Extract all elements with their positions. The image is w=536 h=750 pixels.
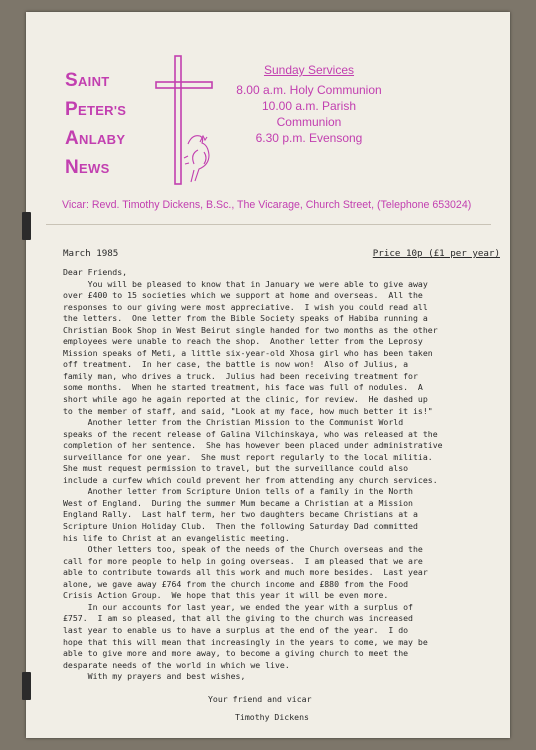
letter-line: call for more people to help in going overseas. I am pleased that we are bbox=[63, 555, 423, 566]
letter-line: With my prayers and best wishes, bbox=[63, 671, 246, 682]
letter-line: family man, who drives a truck. Julius had been receiving treatment for bbox=[63, 370, 418, 381]
letter-line: speaks of the recent release of Galina Vilchinskaya, who was released at the bbox=[63, 428, 438, 439]
letter-line: surveillance for one year. She must report regularly to the local militia. bbox=[63, 451, 433, 462]
letter-line: Scripture Union Holiday Club. Then the following Saturday Dad committed bbox=[63, 521, 418, 532]
letter-line: England Rally. Last half term, her two daughters became Christians at a bbox=[63, 509, 418, 520]
vicar-contact-line: Vicar: Revd. Timothy Dickens, B.Sc., The Vicarage, Church Street, (Telephone 653024) bbox=[62, 199, 472, 211]
services-heading: Sunday Services bbox=[263, 63, 355, 77]
issue-date: March 1985 bbox=[63, 248, 119, 259]
letter-line: completion of her sentence. She has however been placed under administrative bbox=[63, 440, 443, 451]
letter-line: the letters. One letter from the Bible Society speaks of Habiba running a bbox=[63, 313, 428, 324]
letter-line: include a curfew which could prevent her from attending any church services. bbox=[63, 474, 438, 485]
letter-line: last year to enable us to have a surplus at the end of the year. I do bbox=[63, 624, 409, 635]
letter-line: employees were unable to reach the shop. Another letter from the Leprosy bbox=[63, 336, 423, 347]
letter-line: over £400 to 15 societies which we support at home and overseas. All the bbox=[63, 290, 423, 301]
service-item: 8.00 a.m. Holy Communion bbox=[236, 83, 382, 97]
letter-line: able to contribute towards all this work and much more besides. Last year bbox=[63, 567, 428, 578]
letter-line: Mission speaks of Meti, a little six-year-old Xhosa girl who has been taken bbox=[63, 347, 433, 358]
letter-body bbox=[63, 267, 503, 683]
letter-line: She must request permission to travel, but the surveillance could also bbox=[63, 463, 409, 474]
letter-line: desparate needs of the world in which we live. bbox=[63, 659, 290, 670]
letter-line: off treatment. In her case, the battle is now won! Also of Julius, a bbox=[63, 359, 409, 370]
letter-line: Crisis Action Group. We hope that this year it will be even more. bbox=[63, 590, 389, 601]
masthead-title: SAINT PETER'S ANLABY NEWS bbox=[65, 70, 127, 178]
letter-line: hope that this will mean that increasingly in the years to come, we may be bbox=[63, 636, 428, 647]
letter-line: his life to Christ at an evangelistic meeting. bbox=[63, 532, 290, 543]
divider bbox=[46, 224, 491, 225]
letter-line: In our accounts for last year, we ended the year with a surplus of bbox=[63, 601, 413, 612]
letter-line: West of England. During the summer Mum became a Christian at a Mission bbox=[63, 497, 413, 508]
staple bbox=[22, 672, 31, 700]
issue-info bbox=[63, 248, 503, 259]
letter-line: able to give more and more away, to become a giving church to meet the bbox=[63, 648, 409, 659]
letter-line: Another letter from Scripture Union tells of a family in the North bbox=[63, 486, 413, 497]
cockerel-icon bbox=[184, 136, 209, 182]
letter-line: short while ago he again reported at the clinic, for review. He dashed up bbox=[63, 394, 428, 405]
sunday-services bbox=[229, 62, 389, 146]
letter-line: You will be pleased to know that in January we were able to give away bbox=[63, 278, 428, 289]
letter-line: Another letter from the Christian Mission to the Communist World bbox=[63, 417, 404, 428]
letter-greeting: Dear Friends, bbox=[63, 267, 128, 277]
letter-line: to the member of staff, and said, "Look at my face, how much better it is!" bbox=[63, 405, 433, 416]
cross-cockerel-logo bbox=[154, 54, 214, 189]
newsletter-page bbox=[26, 12, 510, 738]
staple bbox=[22, 212, 31, 240]
letter-line: £757. I am so pleased, that all the giving to the church was increased bbox=[63, 613, 413, 624]
issue-price: Price 10p (£1 per year) bbox=[372, 248, 500, 259]
letter-signature: Timothy Dickens bbox=[235, 712, 309, 722]
letter-line: responses to our giving were most appreciative. I wish you could read all bbox=[63, 301, 428, 312]
letter-closing: Your friend and vicar bbox=[208, 694, 312, 704]
letter-line: Other letters too, speak of the needs of the Church overseas and the bbox=[63, 544, 423, 555]
letter-paragraphs bbox=[63, 279, 503, 683]
letter-line: alone, we gave away £764 from the church income and £880 from the Food bbox=[63, 578, 409, 589]
service-item: 6.30 p.m. Evensong bbox=[255, 131, 363, 145]
letter-line: Christian Book Shop in West Beirut single handed for two months as the other bbox=[63, 324, 438, 335]
service-item: 10.00 a.m. Parish Communion bbox=[261, 99, 357, 129]
letter-line: some months. When he started treatment, his face was full of nodules. A bbox=[63, 382, 423, 393]
